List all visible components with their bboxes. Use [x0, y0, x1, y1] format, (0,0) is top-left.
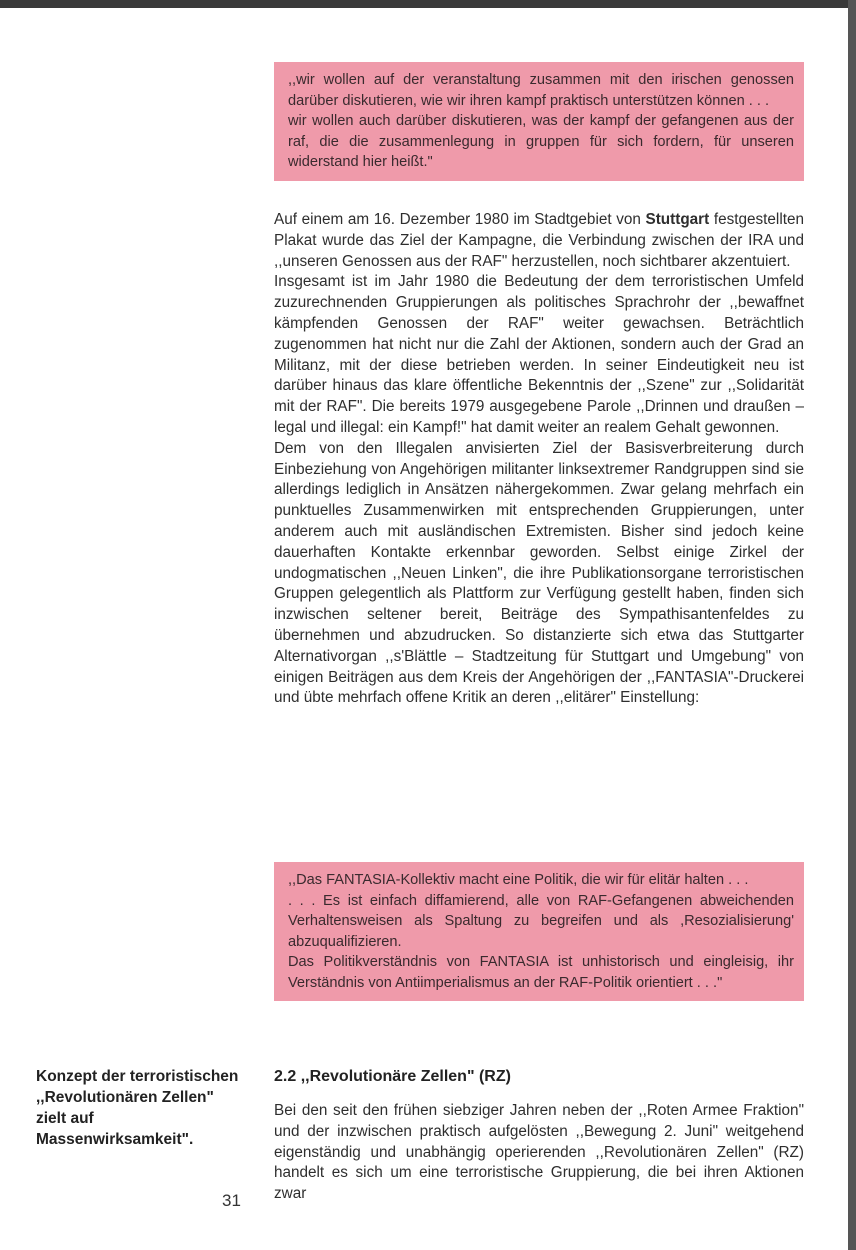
paragraph-1-start: Auf einem am 16. Dezember 1980 im Stadtgebiet von	[274, 211, 646, 228]
section-text: Bei den seit den frühen siebziger Jahren neben der ,,Roten Armee Fraktion" und der inzwischen praktisch aufgelösten ,,Bewegung 2. Juni" weitgehend eigenständig und unabhängig operierenden ,,Revolutionären Zellen" (RZ) handelt es sich um eine terroristische Gruppierung, die bei ihren Aktionen zwar	[274, 1102, 804, 1203]
paragraph-1-end: festgestellten Plakat wurde das Ziel der Kampagne, die Verbindung zwischen der IRA und ,,unseren Genossen aus der RAF" herzustellen, noch sichtbarer akzentuiert.	[274, 211, 804, 270]
paragraph-2: Insgesamt ist im Jahr 1980 die Bedeutung der dem terroristischen Umfeld zuzurechnenden Gruppierungen als politisches Sprachrohr der ,,bewaffnet kämpfenden Genossen der RAF" weiter gewachsen. Beträchtlich zugenommen hat nicht nur die Zahl der Aktionen, sondern auch der Grad an Militanz, mit der diese betrieben werden. In seiner Eindeutigkeit neu ist darüber hinaus das klare öffentliche Bekenntnis der ,,Szene" zur ,,Solidarität mit der RAF". Die bereits 1979 ausgegebene Parole ,,Drinnen und draußen – legal und illegal: ein Kampf!" hat damit weiter an realem Gehalt gewonnen.	[274, 273, 804, 436]
paragraph-3: Dem von den Illegalen anvisierten Ziel der Basisverbreiterung durch Einbeziehung von Angehörigen militanter linksextremer Randgruppen sind sie allerdings lediglich in Ansätzen nähergekommen. Zwar gelang mehrfach ein punktuelles Zusammenwirken mit entsprechenden Gruppierungen, unter anderem auch mit ausländischen Extremisten. Bisher sind jedoch keine dauerhaften Kontakte erkennbar geworden. Selbst einige Zirkel der undogmatischen ,,Neuen Linken", die ihre Publikationsorgane terroristischen Gruppen gelegentlich als Plattform zur Verfügung gestellt haben, finden sich inzwischen seltener bereit, Beiträge des Sympathisantenfeldes zu übernehmen und abzudrucken. So distanzierte sich etwa das Stuttgarter Alternativorgan ,,s'Blättle – Stadtzeitung für Stuttgart und Umgebung" von einigen Beiträgen aus dem Kreis der Angehörigen der ,,FANTASIA"-Druckerei und übte mehrfach offene Kritik an deren ,,elitärer" Einstellung:	[274, 439, 804, 707]
paragraph-1-bold: Stuttgart	[645, 211, 710, 228]
quote-2-line-2: . . . Es ist einfach diffamierend, alle von RAF-Gefangenen abweichenden Verhaltensweisen als Spaltung zu begreifen und als ,Resozialisierung' abzuqualifizieren.	[288, 892, 794, 950]
paragraph-1	[274, 210, 804, 272]
quote-2-line-1: ,,Das FANTASIA-Kollektiv macht eine Politik, die wir für elitär halten . . .	[288, 872, 749, 888]
page-edge	[848, 0, 856, 1250]
top-border	[0, 0, 856, 8]
margin-note: Konzept der terroristischen ,,Revolutionären Zellen" zielt auf Massenwirksamkeit".	[36, 1068, 239, 1148]
quote-box-1	[274, 62, 804, 181]
quote-1-line-2: wir wollen auch darüber diskutieren, was der kampf der gefangenen aus der raf, die die zusammenlegung in gruppen für sich fordern, für unseren widerstand hier heißt."	[288, 113, 794, 170]
quote-2-line-3: Das Politikverständnis von FANTASIA ist unhistorisch und eingleisig, ihr Verständnis von Antiimperialismus an der RAF-Politik orientiert . . ."	[288, 954, 794, 991]
section-heading: 2.2 ,,Revolutionäre Zellen" (RZ)	[274, 1068, 511, 1085]
page-number: 31	[222, 1191, 241, 1210]
quote-1-line-1: ,,wir wollen auf der veranstaltung zusammen mit den irischen genossen darüber diskutieren, wie wir ihren kampf praktisch unterstützen können . . .	[288, 72, 794, 109]
quote-box-2	[274, 862, 804, 1001]
main-text	[274, 210, 804, 709]
